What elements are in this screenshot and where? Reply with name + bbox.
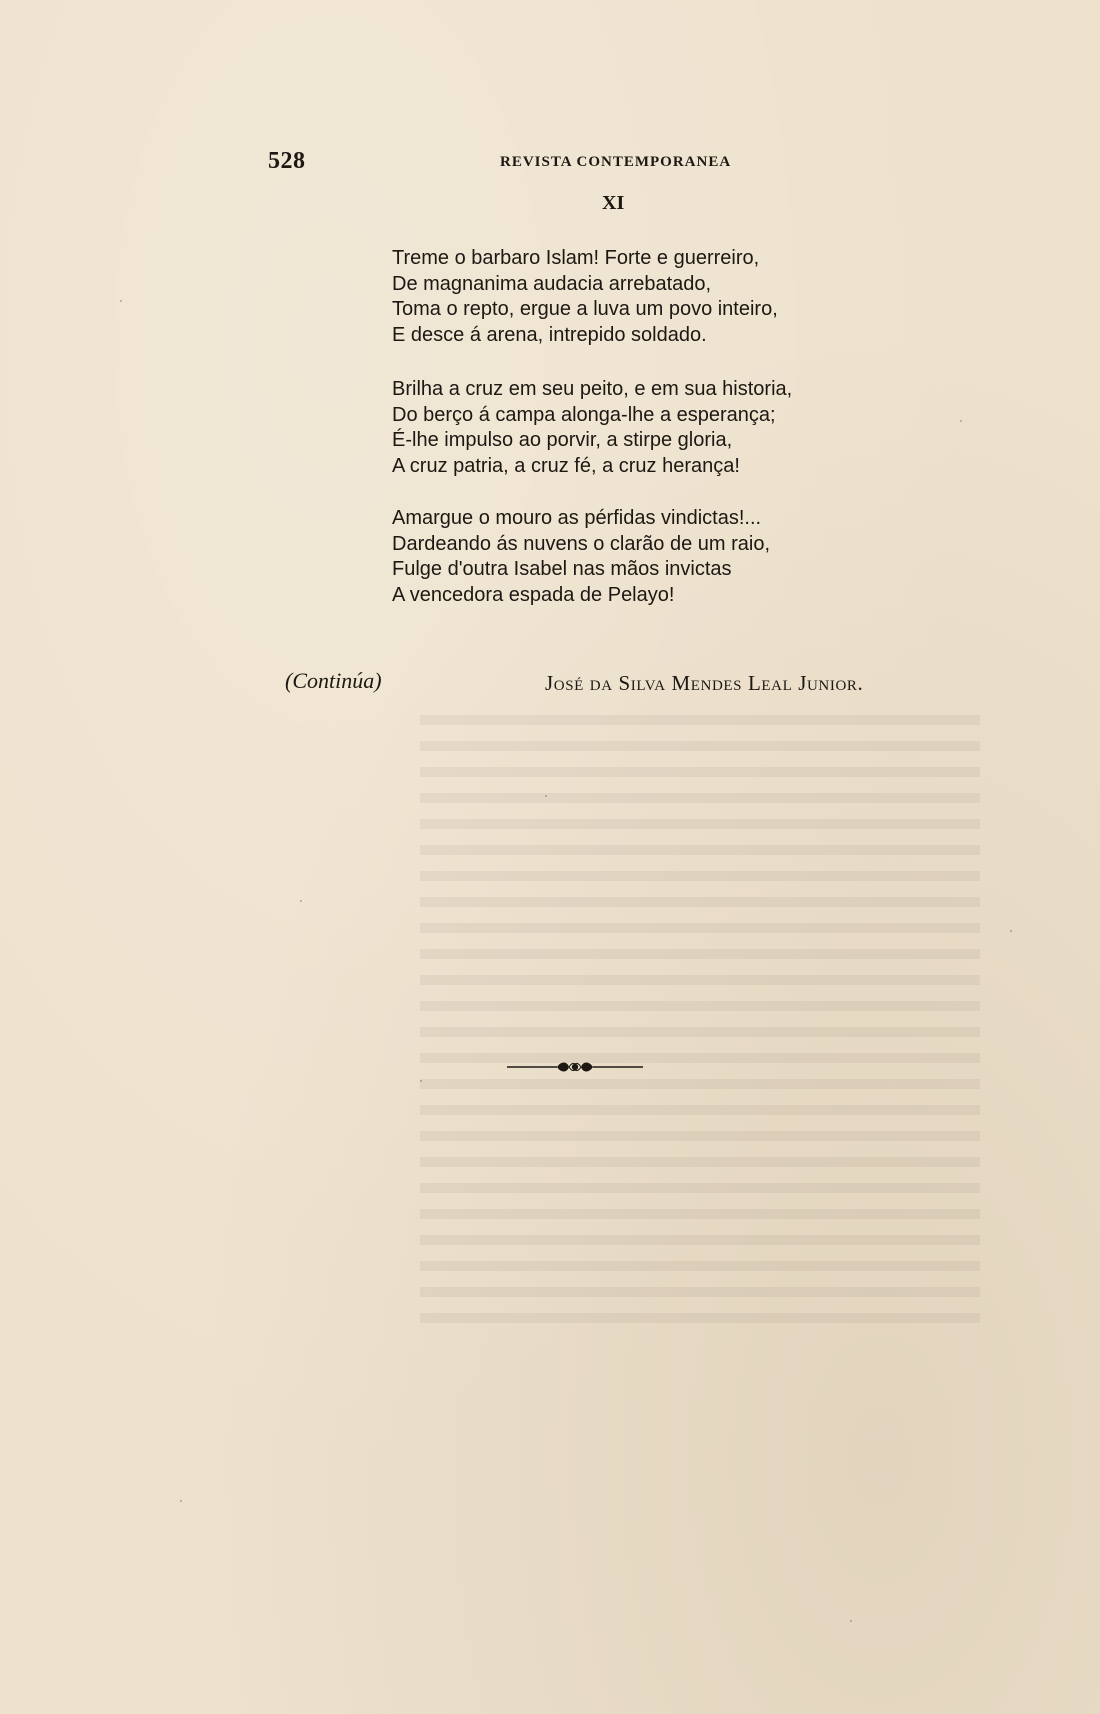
continuation-note: (Continúa) xyxy=(285,668,382,693)
paper-speck xyxy=(120,300,122,302)
poem-line: Treme o barbaro Islam! Forte e guerreiro, xyxy=(392,247,760,269)
running-title: REVISTA CONTEMPORANEA xyxy=(500,154,732,170)
poem-line: A vencedora espada de Pelayo! xyxy=(392,583,675,606)
paper-speck xyxy=(960,420,962,422)
paper-speck xyxy=(300,900,302,902)
poem-line: E desce á arena, intrepido soldado. xyxy=(392,323,707,346)
show-through-texture xyxy=(420,715,980,1335)
poem-line: É-lhe impulso ao porvir, a stirpe gloria, xyxy=(392,429,733,451)
author-signature: José da Silva Mendes Leal Junior. xyxy=(545,671,864,695)
section-number: XI xyxy=(602,192,625,214)
paper-speck xyxy=(420,1080,422,1082)
poem-line: A cruz patria, a cruz fé, a cruz herança! xyxy=(392,454,740,477)
poem-line: De magnanima audacia arrebatado, xyxy=(392,272,712,295)
poem-line: Toma o repto, ergue a luva um povo inteiro, xyxy=(392,298,778,320)
paper-speck xyxy=(850,1620,852,1622)
fleuron-ornament-icon xyxy=(505,1058,645,1076)
paper-speck xyxy=(545,795,547,797)
poem-line: Do berço á campa alonga-lhe a esperança; xyxy=(392,403,776,426)
poem-stanza xyxy=(392,377,852,479)
poem-line: Fulge d'outra Isabel nas mãos invictas xyxy=(392,558,732,580)
poem-line: Dardeando ás nuvens o clarão de um raio, xyxy=(392,532,771,555)
poem-line: Amargue o mouro as pérfidas vindictas!... xyxy=(392,507,762,529)
paper-speck xyxy=(180,1500,182,1502)
paper-speck xyxy=(1010,930,1012,932)
poem-stanza xyxy=(392,506,852,608)
page-number: 528 xyxy=(268,148,306,174)
poem-stanza xyxy=(392,246,852,348)
poem-line: Brilha a cruz em seu peito, e em sua historia, xyxy=(392,378,793,400)
